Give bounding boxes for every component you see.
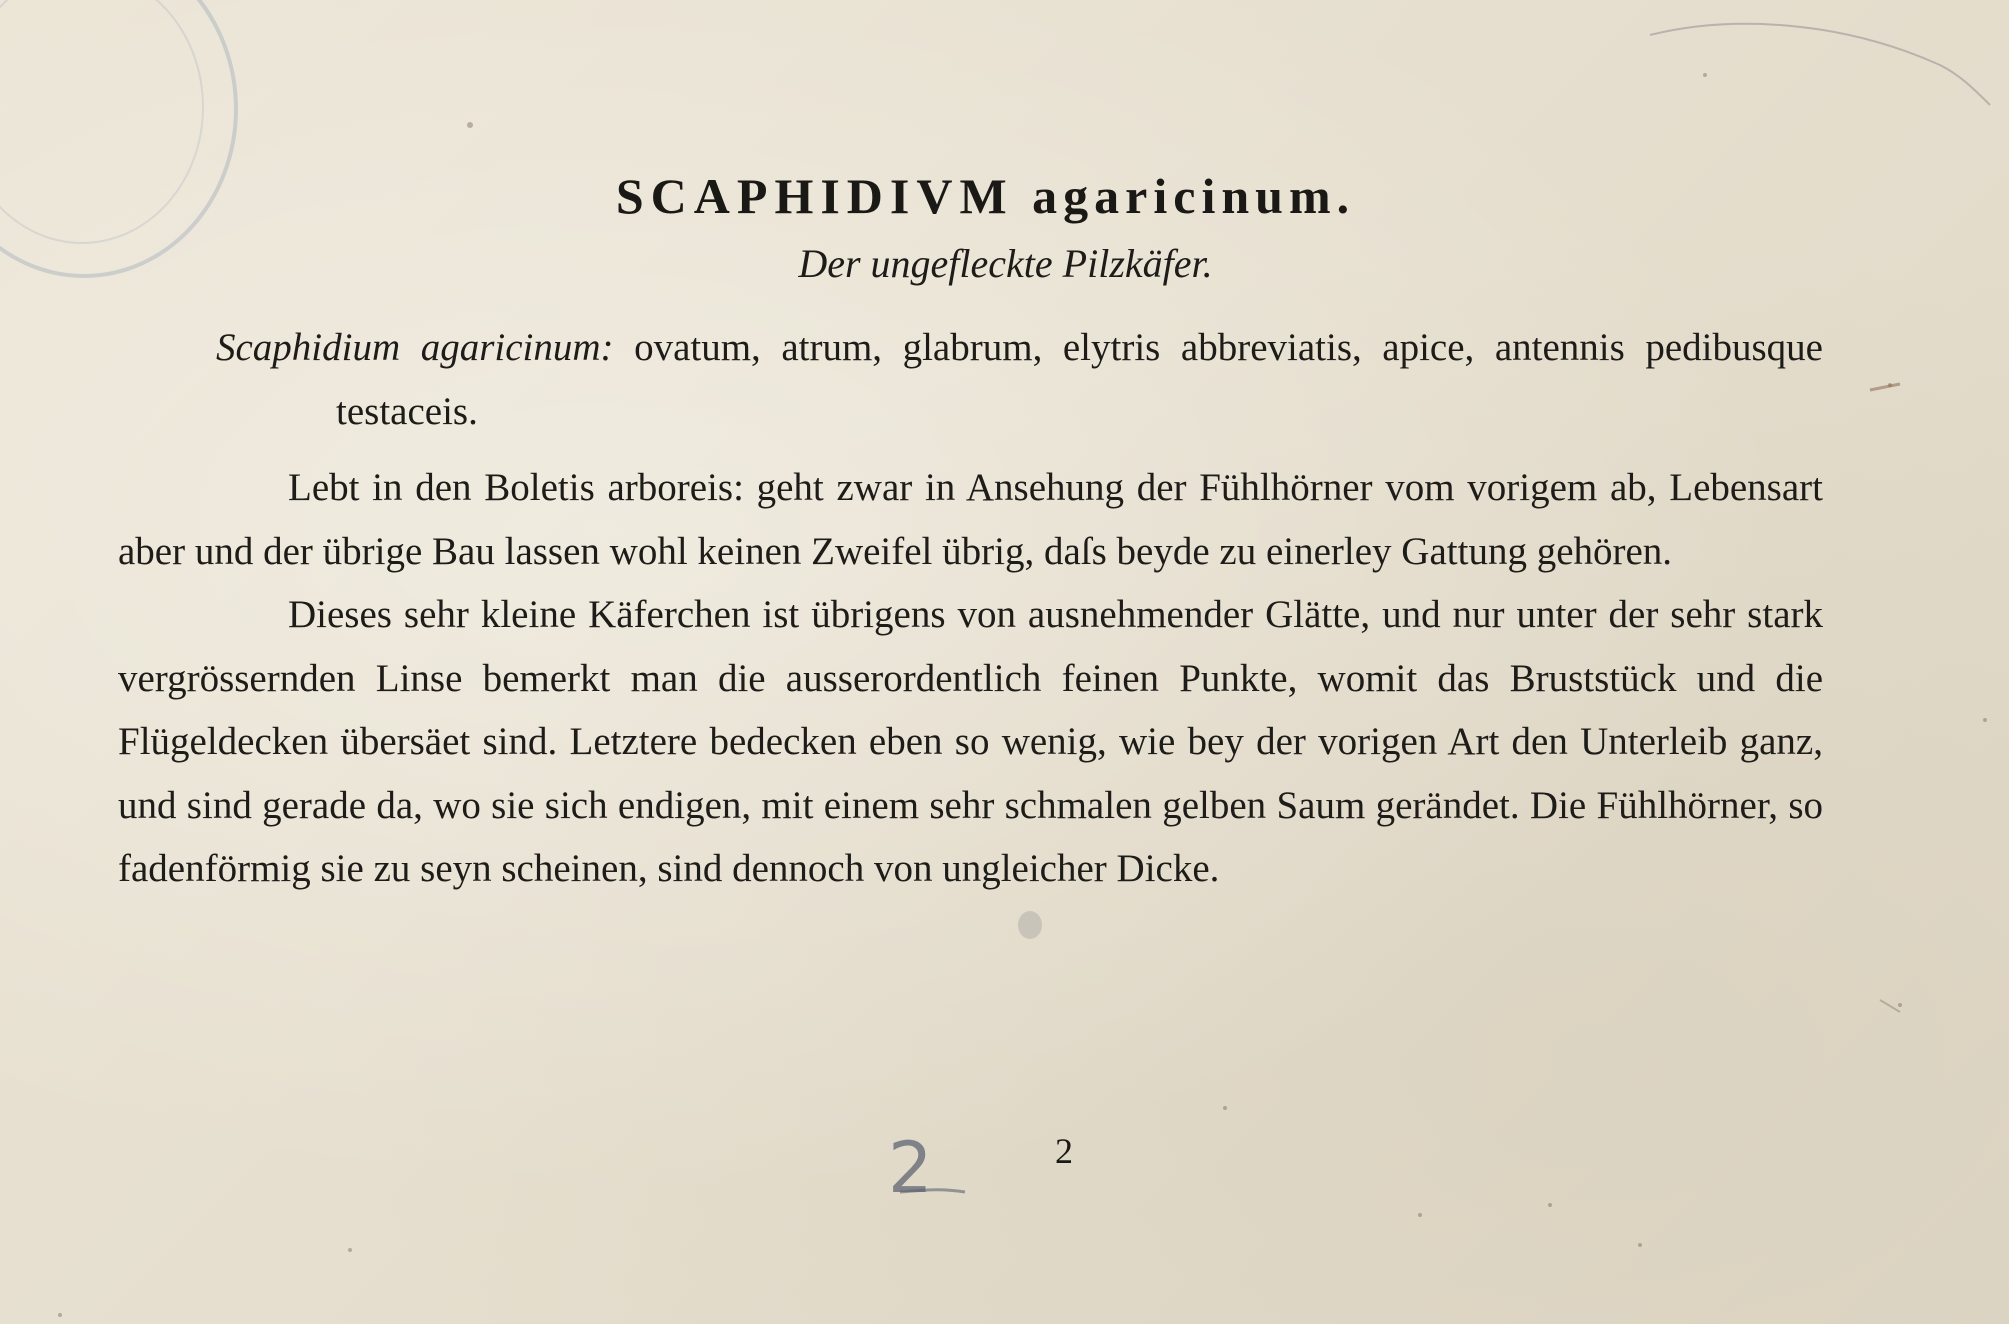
document-page xyxy=(118,160,1823,901)
paragraph-habitat: Lebt in den Boletis arboreis: geht zwar in Ansehung der Fühlhörner vom vorigem ab, Lebensart aber und der übrige Bau lassen wohl keinen Zweifel übrig, daſs beyde zu einerley Gattung gehören. xyxy=(118,466,1823,573)
pencil-page-number xyxy=(880,1130,970,1210)
diagnosis-species-name: Scaphidium agaricinum: xyxy=(216,326,614,369)
pencil-curve-mark xyxy=(1640,10,2000,120)
title-genus: SCAPHIDIVM xyxy=(615,168,1014,224)
diagnosis-text: ovatum, atrum, glabrum, elytris abbreviatis, apice, antennis pedibusque testaceis. xyxy=(336,326,1823,433)
title-species: agaricinum. xyxy=(1032,168,1356,224)
page-title xyxy=(148,160,1823,232)
page-number: 2 xyxy=(1055,1131,1073,1171)
paragraph-description: Dieses sehr kleine Käferchen ist übrigens von ausnehmender Glätte, und nur unter der sehr stark vergrössernden Linse bemerkt man die ausserordentlich feinen Punkte, womit das Bruststück und die Flügeldecken übersäet sind. Letztere bedecken eben so wenig, wie bey der vorigen Art den Unterleib ganz, und sind gerade da, wo sie sich endigen, mit einem sehr schmalen gelben Saum gerändet. Die Fühlhörner, so fadenförmig sie zu seyn scheinen, sind dennoch von ungleicher Dicke. xyxy=(118,593,1823,890)
pencil-number-text: 2 xyxy=(888,1130,933,1209)
latin-diagnosis xyxy=(168,316,1823,444)
page-subtitle: Der ungefleckte Pilzkäfer. xyxy=(798,241,1213,286)
